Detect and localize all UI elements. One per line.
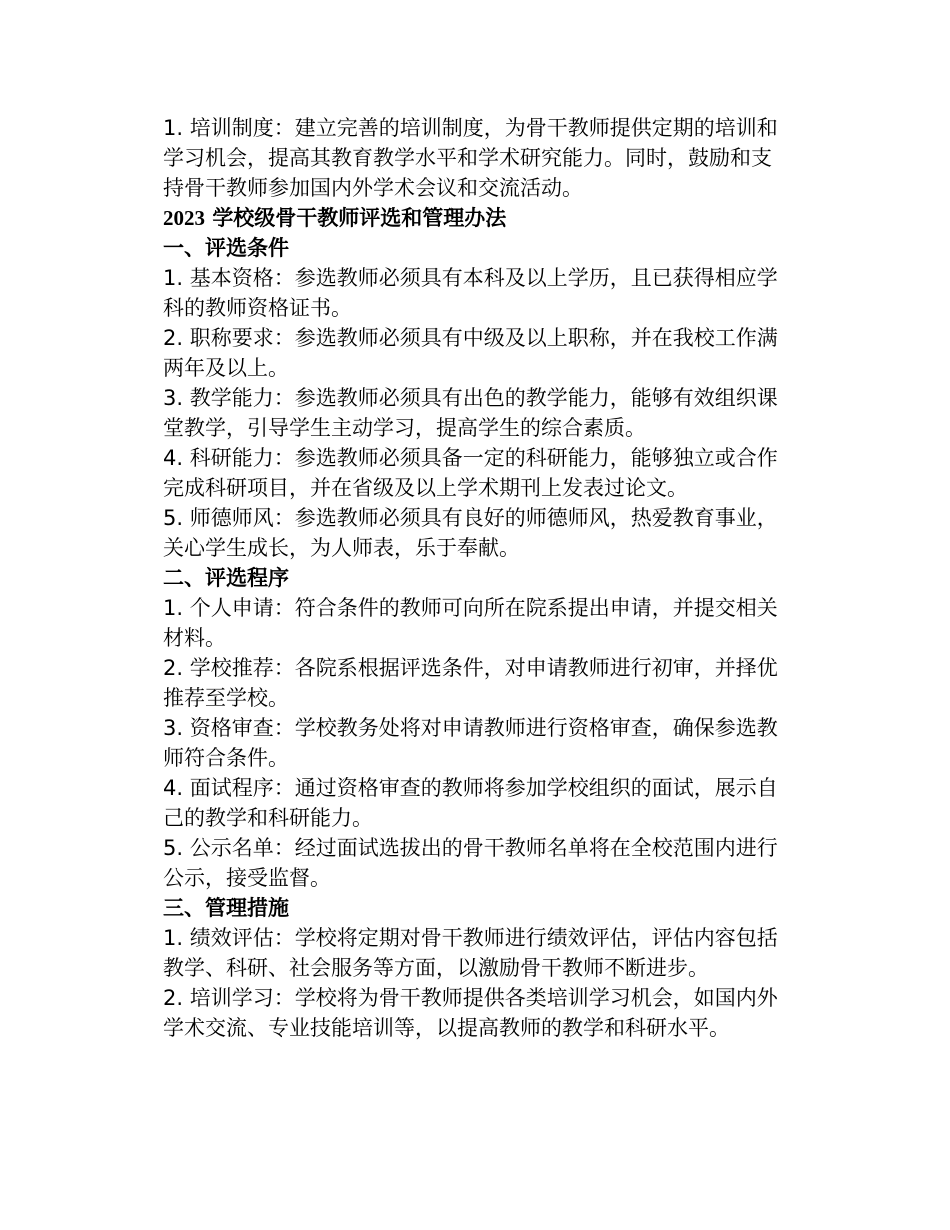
document-title — [163, 203, 783, 233]
section-heading-procedure: 二、评选程序 — [163, 566, 289, 590]
section-heading-criteria: 一、评选条件 — [163, 236, 289, 260]
procedure-item-recommendation: 2. 学校推荐：各院系根据评选条件，对申请教师进行初审，并择优推荐至学校。 — [163, 656, 778, 710]
document-body — [163, 113, 783, 1043]
criteria-item-research-ability: 4. 科研能力：参选教师必须具备一定的科研能力，能够独立或合作完成科研项目，并在省级及以上学术期刊上发表过论文。 — [163, 446, 778, 500]
criteria-item-title-requirement: 2. 职称要求：参选教师必须具有中级及以上职称，并在我校工作满两年及以上。 — [163, 326, 778, 380]
title-text: 学校级骨干教师评选和管理办法 — [212, 206, 507, 230]
procedure-item-interview: 4. 面试程序：通过资格审查的教师将参加学校组织的面试，展示自己的教学和科研能力。 — [163, 776, 778, 830]
criteria-item-ethics: 5. 师德师风：参选教师必须具有良好的师德师风，热爱教育事业，关心学生成长，为人师表，乐于奉献。 — [163, 506, 778, 560]
title-year: 2023 — [163, 206, 205, 230]
management-item-evaluation: 1. 绩效评估：学校将定期对骨干教师进行绩效评估，评估内容包括教学、科研、社会服务等方面，以激励骨干教师不断进步。 — [163, 926, 778, 980]
procedure-item-publicity: 5. 公示名单：经过面试选拔出的骨干教师名单将在全校范围内进行公示，接受监督。 — [163, 836, 778, 890]
criteria-item-basic-qualification: 1. 基本资格：参选教师必须具有本科及以上学历，且已获得相应学科的教师资格证书。 — [163, 266, 778, 320]
management-item-training: 2. 培训学习：学校将为骨干教师提供各类培训学习机会，如国内外学术交流、专业技能培训等，以提高教师的教学和科研水平。 — [163, 986, 778, 1040]
intro-paragraph: 1. 培训制度：建立完善的培训制度，为骨干教师提供定期的培训和学习机会，提高其教育教学水平和学术研究能力。同时，鼓励和支持骨干教师参加国内外学术会议和交流活动。 — [163, 116, 778, 200]
criteria-item-teaching-ability: 3. 教学能力：参选教师必须具有出色的教学能力，能够有效组织课堂教学，引导学生主动学习，提高学生的综合素质。 — [163, 386, 778, 440]
section-heading-management: 三、管理措施 — [163, 896, 289, 920]
procedure-item-application: 1. 个人申请：符合条件的教师可向所在院系提出申请，并提交相关材料。 — [163, 596, 778, 650]
procedure-item-review: 3. 资格审查：学校教务处将对申请教师进行资格审查，确保参选教师符合条件。 — [163, 716, 778, 770]
